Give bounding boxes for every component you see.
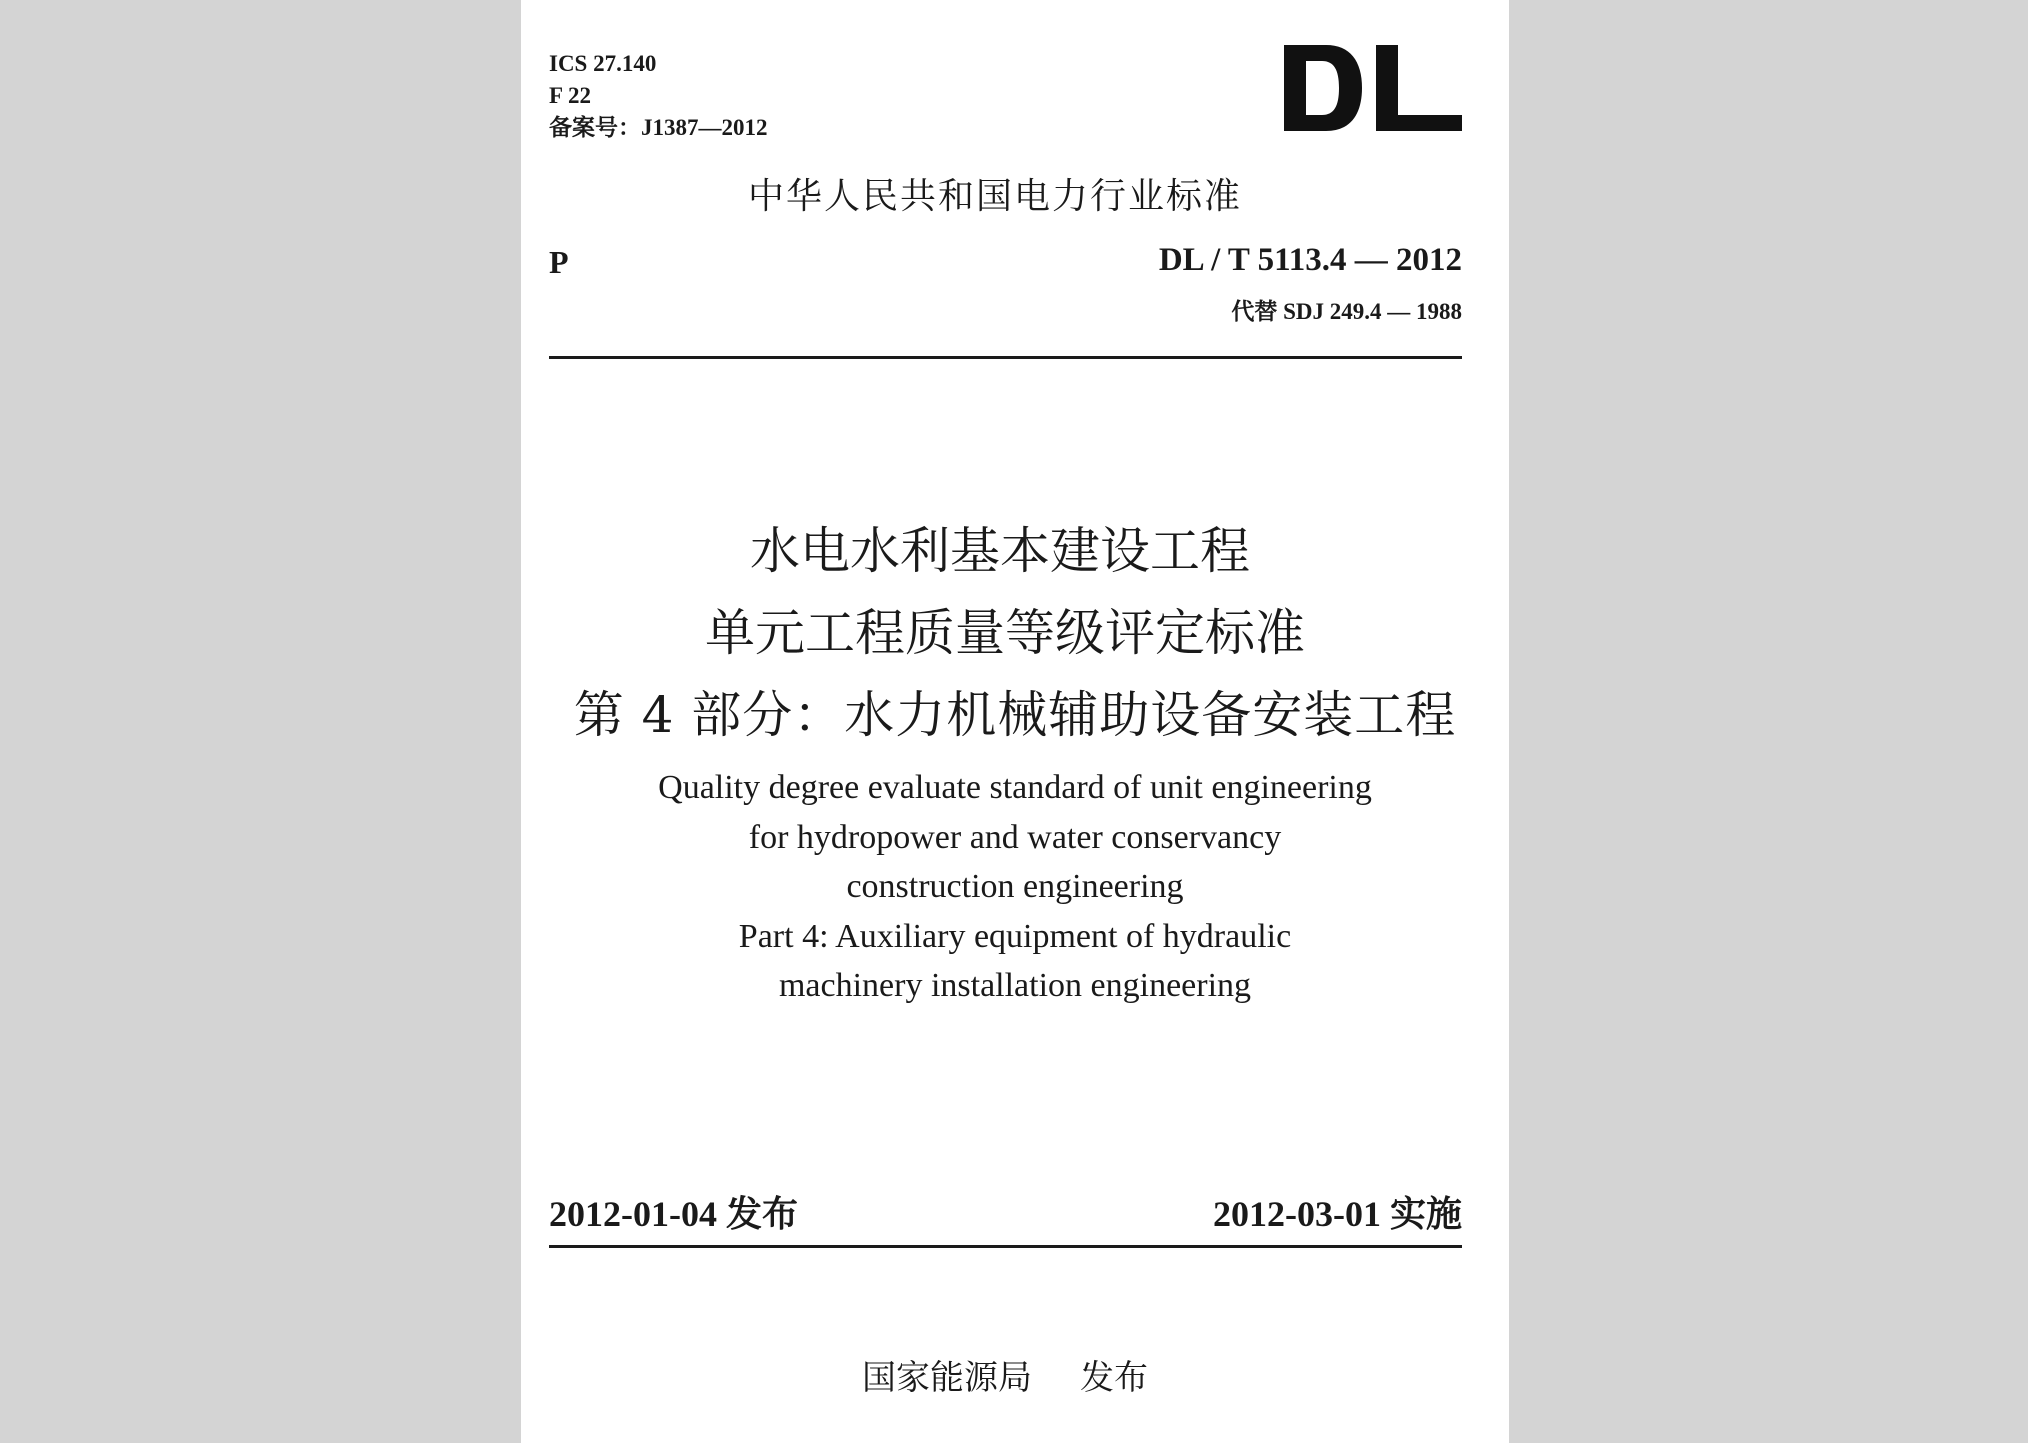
classification-block — [549, 48, 768, 144]
industry-standard-text: 中华人民共和国电力行业标准 — [747, 176, 1242, 217]
issue-date: 2012-01-04 发布 — [549, 1194, 798, 1234]
publisher-action: 发布 — [1080, 1358, 1148, 1398]
ccs-code: F 22 — [549, 83, 591, 108]
top-divider — [549, 356, 1462, 359]
industry-standard-title — [521, 168, 1509, 219]
replaced-standard: 代替 SDJ 249.4 — 1988 — [1231, 299, 1462, 324]
publisher-name: 国家能源局 — [862, 1358, 1032, 1398]
chinese-title-line: 第 4 部分：水力机械辅助设备安装工程 — [573, 686, 1457, 744]
chinese-title — [521, 510, 1509, 756]
chinese-title-line: 单元工程质量等级评定标准 — [705, 604, 1305, 662]
publisher-line — [521, 1350, 1509, 1399]
english-title-line: for hydropower and water conservancy — [748, 818, 1282, 856]
bottom-divider — [549, 1245, 1462, 1248]
english-title-line: Quality degree evaluate standard of unit engineering — [658, 769, 1372, 806]
chinese-title-line: 水电水利基本建设工程 — [750, 522, 1250, 580]
english-title-line: construction engineering — [846, 868, 1184, 905]
ics-code: ICS 27.140 — [549, 51, 657, 76]
english-title — [521, 763, 1509, 1011]
filing-number: 备案号：J1387—2012 — [549, 115, 768, 140]
standard-cover-page — [521, 0, 1509, 1443]
english-title-line: machinery installation engineering — [778, 967, 1252, 1004]
implementation-date: 2012-03-01 实施 — [1213, 1194, 1462, 1234]
dl-logo-graphic — [1284, 43, 1462, 133]
standard-number: DL / T 5113.4 — 2012 — [1158, 242, 1462, 278]
classification-letter: P — [549, 244, 569, 280]
dl-logo-icon — [1284, 43, 1462, 133]
english-title-line: Part 4: Auxiliary equipment of hydraulic — [738, 917, 1292, 955]
